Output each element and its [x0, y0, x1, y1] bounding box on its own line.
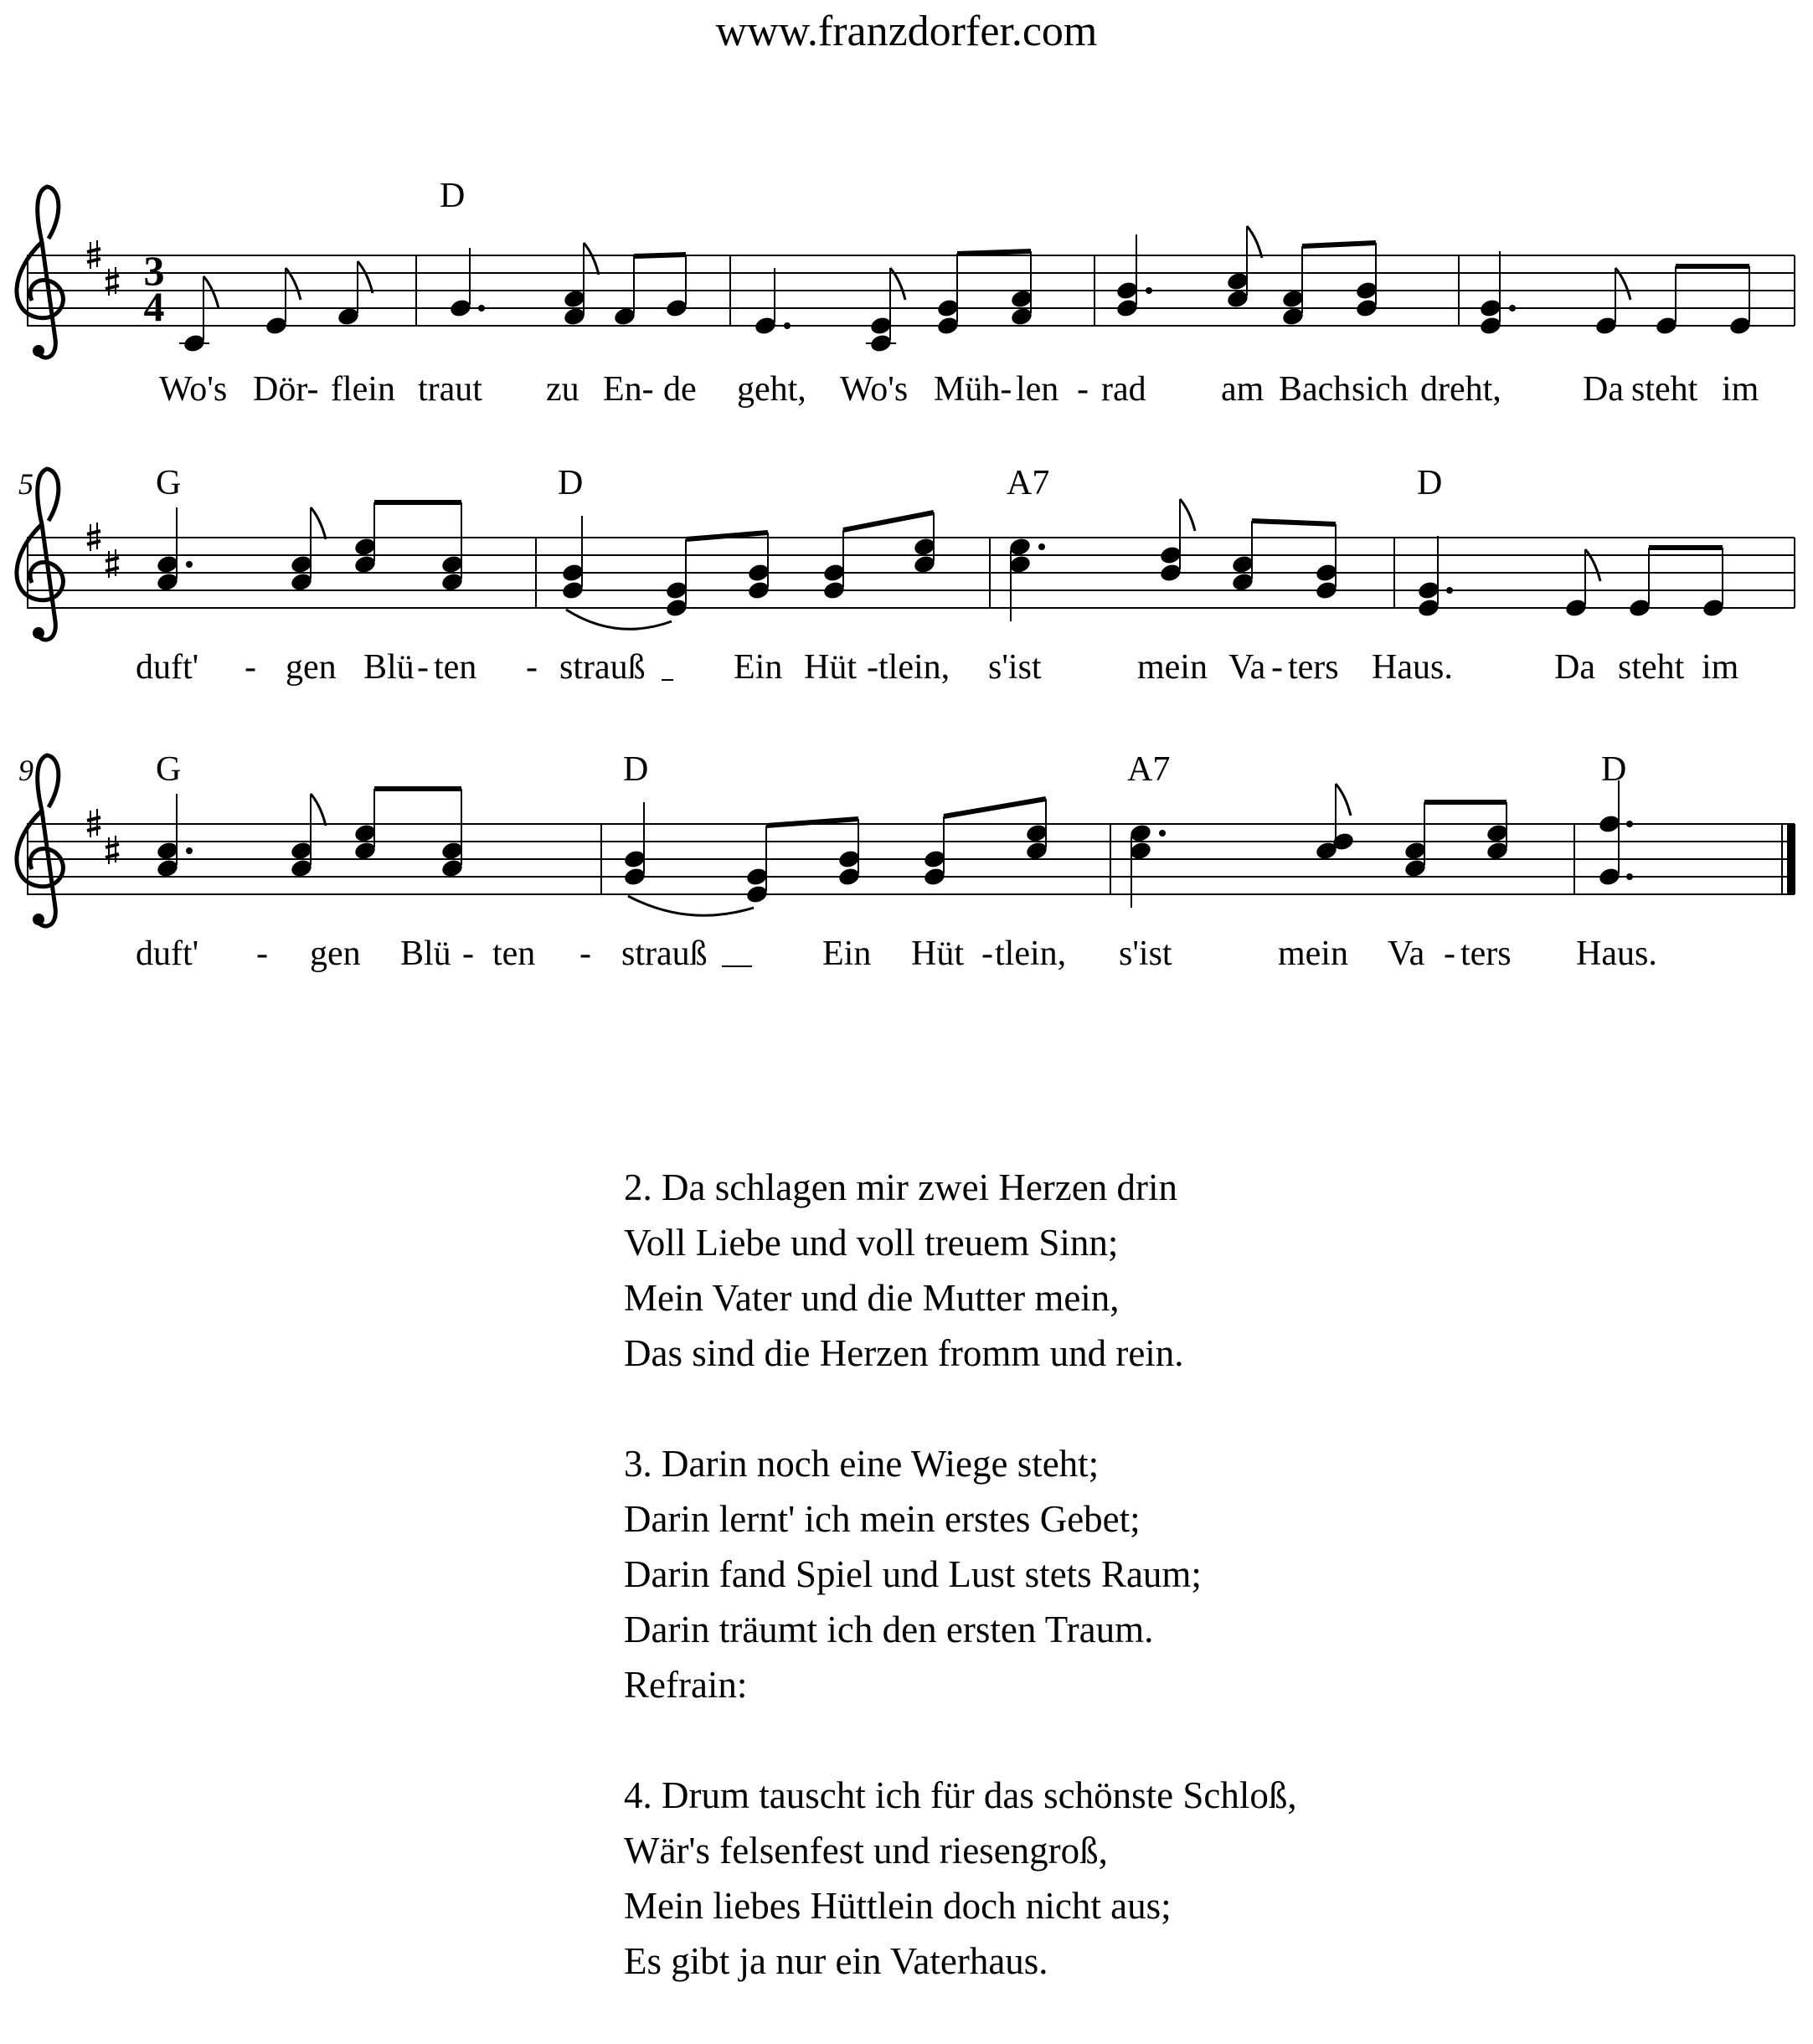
lyric-syllable: traut: [418, 370, 482, 409]
staff-lines: [27, 824, 1795, 894]
chord-symbol: A7: [1007, 464, 1050, 502]
lyric-syllable: duft': [136, 934, 199, 973]
lyric-syllable: steht: [1631, 370, 1698, 409]
lyric-syllable: Dör-: [253, 370, 319, 409]
chord-symbol: G: [156, 464, 182, 502]
verse-line: Wär's felsenfest und riesengroß,: [624, 1830, 1108, 1872]
lyric-syllable: Wo's: [840, 370, 909, 409]
verse-line: Es gibt ja nur ein Vaterhaus.: [624, 1940, 1048, 1982]
lyric-syllable: Haus.: [1372, 648, 1453, 687]
lyric-syllable: len: [1016, 370, 1059, 409]
verse-line: Darin lernt' ich mein erstes Gebet;: [624, 1498, 1141, 1540]
lyric-syllable: ten: [492, 934, 536, 973]
verse-3: [624, 1436, 1297, 1712]
measure-number: 5: [18, 467, 33, 501]
final-barline: [1787, 824, 1795, 894]
lyric-syllable: Ein: [734, 648, 783, 687]
website-header: www.franzdorfer.com: [715, 8, 1098, 55]
lyric-syllable: flein: [331, 370, 395, 409]
lyric-syllable: Va: [1228, 648, 1266, 687]
time-signature-top: 3: [143, 247, 165, 294]
verse-line: Voll Liebe und voll treuem Sinn;: [624, 1222, 1119, 1264]
lyric-syllable: s'ist: [988, 648, 1042, 687]
system-1: [17, 177, 1795, 409]
staff-lines: [27, 538, 1795, 608]
lyric-syllable: -: [256, 934, 268, 973]
lyric-syllable: strauß: [621, 934, 708, 973]
time-signature-bottom: 4: [143, 283, 165, 330]
notes: [156, 780, 1633, 915]
lyrics-line-3: [136, 934, 1657, 973]
lyric-syllable: gen: [310, 934, 361, 973]
lyric-syllable: tlein,: [995, 934, 1067, 973]
lyric-syllable: de: [663, 370, 697, 409]
verse-line: Das sind die Herzen fromm und rein.: [624, 1332, 1184, 1374]
lyric-syllable: tlein,: [878, 648, 950, 687]
verse-line: Darin träumt ich den ersten Traum.: [624, 1609, 1154, 1650]
notes: [156, 499, 1726, 629]
lyric-syllable: steht: [1618, 648, 1685, 687]
chord-symbol: G: [156, 750, 182, 789]
measure-number: 9: [18, 754, 33, 787]
chord-symbol: D: [558, 464, 584, 502]
verse-line: Mein liebes Hüttlein doch nicht aus;: [624, 1885, 1172, 1927]
staff-lines: [27, 255, 1795, 326]
lyric-syllable: -: [245, 648, 256, 687]
lyric-syllable: strauß: [559, 648, 646, 687]
lyric-syllable: Haus.: [1576, 934, 1657, 973]
lyric-syllable: -: [417, 648, 429, 687]
lyric-syllable: -: [526, 648, 538, 687]
verse-4: [624, 1768, 1297, 1989]
chord-symbol: D: [1417, 464, 1443, 502]
chord-symbol: A7: [1127, 750, 1171, 789]
lyric-syllable: Müh-: [934, 370, 1012, 409]
lyric-syllable: geht,: [737, 370, 806, 409]
chord-symbol: D: [1601, 750, 1627, 789]
lyric-syllable: am: [1221, 370, 1264, 409]
lyric-syllable: Hüt: [911, 934, 964, 973]
chord-symbol: D: [623, 750, 649, 789]
lyrics-line-2: [136, 648, 1739, 687]
lyric-syllable: Va: [1388, 934, 1425, 973]
lyric-syllable: sich: [1352, 370, 1409, 409]
lyric-syllable: s'ist: [1119, 934, 1172, 973]
lyric-syllable: Da: [1583, 370, 1624, 409]
lyric-syllable: -: [1444, 934, 1455, 973]
verse-refrain-label: Refrain:: [624, 1664, 748, 1706]
lyric-syllable: ters: [1288, 648, 1339, 687]
verse-line: 2. Da schlagen mir zwei Herzen drin: [624, 1166, 1177, 1208]
lyric-syllable: -: [1077, 370, 1089, 409]
lyric-syllable: Ein: [822, 934, 872, 973]
chord-symbol: D: [440, 177, 466, 215]
verse-2: [624, 1160, 1297, 1381]
lyric-syllable: -: [462, 934, 474, 973]
lyric-syllable: -: [579, 934, 591, 973]
verse-line: Mein Vater und die Mutter mein,: [624, 1277, 1120, 1319]
verses-block: [624, 1160, 1297, 2044]
lyric-syllable: ters: [1460, 934, 1512, 973]
lyric-syllable: Bach: [1279, 370, 1352, 409]
lyric-syllable: rad: [1101, 370, 1146, 409]
lyric-syllable: Da: [1554, 648, 1595, 687]
lyric-syllable: -: [867, 648, 878, 687]
lyric-syllable: duft': [136, 648, 199, 687]
lyric-syllable: gen: [286, 648, 337, 687]
lyrics-line-1: [159, 370, 1759, 409]
lyric-syllable: En-: [603, 370, 654, 409]
system-2: [17, 464, 1795, 687]
lyric-syllable: mein: [1278, 934, 1348, 973]
verse-line: 3. Darin noch eine Wiege steht;: [624, 1443, 1100, 1485]
lyric-syllable: Blü: [363, 648, 415, 687]
lyric-syllable: ten: [434, 648, 477, 687]
lyric-syllable: Hüt: [804, 648, 857, 687]
system-3: [17, 750, 1795, 973]
lyric-syllable: im: [1702, 648, 1739, 687]
lyric-syllable: -: [981, 934, 993, 973]
lyric-syllable: Blü: [400, 934, 451, 973]
verse-line: 4. Drum tauscht ich für das schönste Schloß,: [624, 1774, 1297, 1816]
lyric-syllable: zu: [546, 370, 579, 409]
verse-line: Darin fand Spiel und Lust stets Raum;: [624, 1553, 1202, 1595]
lyric-syllable: Wo's: [159, 370, 228, 409]
lyric-syllable: dreht,: [1420, 370, 1501, 409]
lyric-syllable: -: [1271, 648, 1283, 687]
lyric-syllable: im: [1722, 370, 1759, 409]
lyric-syllable: mein: [1137, 648, 1208, 687]
